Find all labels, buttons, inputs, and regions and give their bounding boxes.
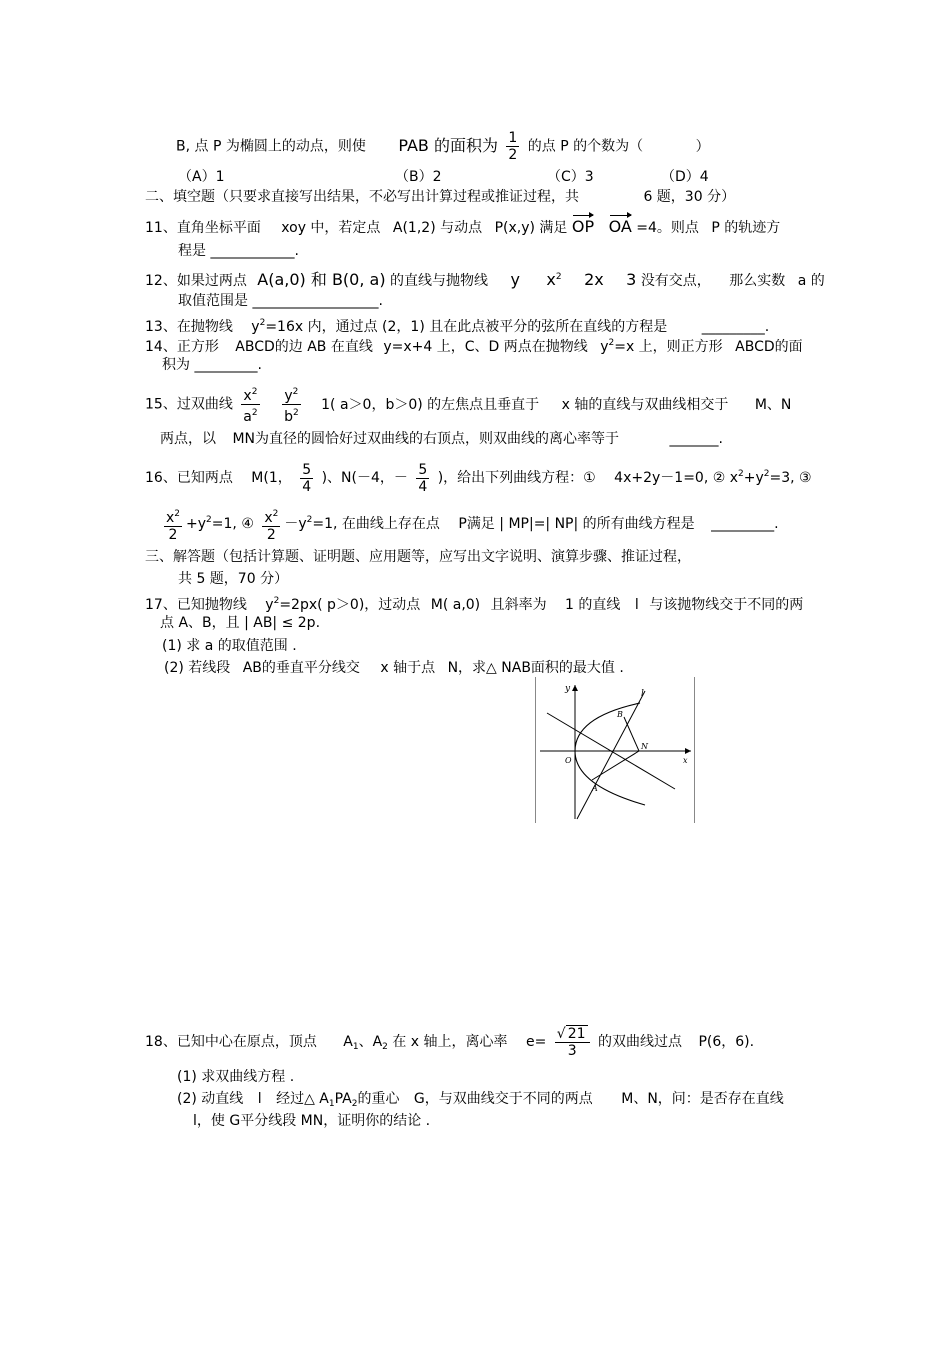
q14-line-2: 积为 _________.	[162, 357, 262, 373]
q17-line-1: 17、已知抛物线 $y^2=2px$( p＞0)，过动点 M( a,0) 且斜率为 1 的直线 l 与该抛物线交于不同的两	[145, 596, 804, 613]
q18-part-1: (1) 求双曲线方程 .	[177, 1069, 295, 1085]
q10-text-2: PAB 的面积为	[398, 135, 498, 155]
q10-stem-line	[176, 130, 710, 163]
label-x: x	[683, 756, 688, 765]
vector-oa: OA	[608, 217, 632, 236]
q11-line-2: 程是 ____________.	[178, 243, 299, 259]
q11-line-1: 11、直角坐标平面 xoy 中，若定点 A(1,2) 与动点 P(x,y) 满足 OP OA =4。则点 P 的轨迹方	[145, 217, 781, 236]
q10-option-d: （D）4	[661, 169, 709, 185]
q17-line-2: 点 A、B，且 | AB| ≤ 2p.	[160, 615, 321, 631]
parabola-figure	[535, 677, 695, 823]
q10-option-b: （B）2	[395, 169, 442, 185]
q16-line-1: 16、已知两点 M(1， $\frac{5}{4}$ )、N(－4，－ $\frac{5}{4}$ )，给出下列曲线方程：① 4x+2y－1=0, ② $x^2+y^2=3$, ③	[145, 461, 812, 495]
q15-line-1: 15、过双曲线 $\frac{x^2}{a^2}$ $\frac{y^2}{b^2}$ 1( a＞0，b＞0) 的左焦点且垂直于 x 轴的直线与双曲线相交于 M、N	[145, 384, 791, 425]
q10-text-4: ）	[695, 138, 710, 155]
label-b: B	[617, 710, 623, 719]
q10-option-a: （A）1	[178, 169, 225, 185]
figure-background	[535, 677, 695, 823]
q16-line-2: $\frac{x^2}{2}$ $+y^2=1$, ④ $\frac{x^2}{2}$ $-y^2=1$, 在曲线上存在点 P满足 | MP|=| NP| 的所有曲线方程是 _________.	[160, 500, 779, 544]
fraction-y2-b2: $\frac{y^2}{b^2}$	[282, 384, 301, 425]
q10-text-1: B, 点 P 为椭圆上的动点，则使	[176, 138, 366, 155]
q18-line-3: l，使 G平分线段 MN，证明你的结论 .	[193, 1113, 431, 1129]
label-o: O	[565, 756, 572, 765]
fraction-5-4-a: $\frac{5}{4}$	[302, 461, 312, 495]
q17-part-1: (1) 求 a 的取值范围 .	[162, 638, 297, 654]
q10-option-c: （C）3	[547, 169, 594, 185]
q10-text-3: 的点 P 的个数为（	[527, 138, 644, 155]
fraction-x2-2-a: $\frac{x^2}{2}$	[164, 506, 182, 543]
q15-line-2: 两点，以 MN为直径的圆恰好过双曲线的右顶点，则双曲线的离心率等于 _______.	[160, 431, 723, 447]
fraction-5-4-b: $\frac{5}{4}$	[418, 461, 428, 495]
vector-op: OP	[571, 217, 595, 236]
label-a: A	[592, 784, 598, 793]
fraction-x2-2-b: $\frac{x^2}{2}$	[262, 506, 280, 543]
q18-line-1: 18、已知中心在原点，顶点 $A_1$、$A_2$ 在 x 轴上，离心率 e= $\frac{√ 21}{3}$ 的双曲线过点 P(6，6).	[145, 1025, 755, 1059]
section-2-heading: 二、填空题（只要求直接写出结果，不必写出计算过程或推证过程，共 6 题，30 分）	[145, 189, 736, 205]
fraction-half: $\frac{1}{2}$	[508, 130, 518, 163]
q12-line-2: 取值范围是 __________________.	[178, 293, 383, 309]
label-l: l	[641, 689, 644, 699]
label-n: N	[641, 742, 648, 751]
section-3-heading: 三、解答题（包括计算题、证明题、应用题等，应写出文字说明、演算步骤、推证过程，	[145, 549, 691, 565]
q13-line: 13、在抛物线 $y^2=16x$ 内，通过点 (2，1) 且在此点被平分的弦所在直线的方程是 _________.	[145, 318, 770, 335]
q17-part-2: (2) 若线段 AB的垂直平分线交 x 轴于点 N，求△ NAB面积的最大值 .	[164, 660, 624, 676]
section-3-heading-cont: 共 5 题，70 分）	[178, 571, 289, 587]
q14-line-1: 14、正方形 ABCD的边 AB 在直线 y=x+4 上，C、D 两点在抛物线 $y^2=x$ 上，则正方形 ABCD的面	[145, 338, 803, 355]
fraction-x2-a2: $\frac{x^2}{a^2}$	[241, 384, 259, 425]
label-y: y	[565, 684, 571, 694]
q18-part-2: (2) 动直线 l 经过△ $A_1PA_2$的重心 G，与双曲线交于不同的两点 M、N，问：是否存在直线	[177, 1091, 784, 1109]
eccentricity-fraction: $\frac{√ 21}{3}$	[555, 1026, 590, 1059]
q12-line-1: 12、如果过两点 A(a,0) 和 B(0, a) 的直线与抛物线 y $x^2$ 2x 3 没有交点， 那么实数 a 的	[145, 270, 825, 289]
